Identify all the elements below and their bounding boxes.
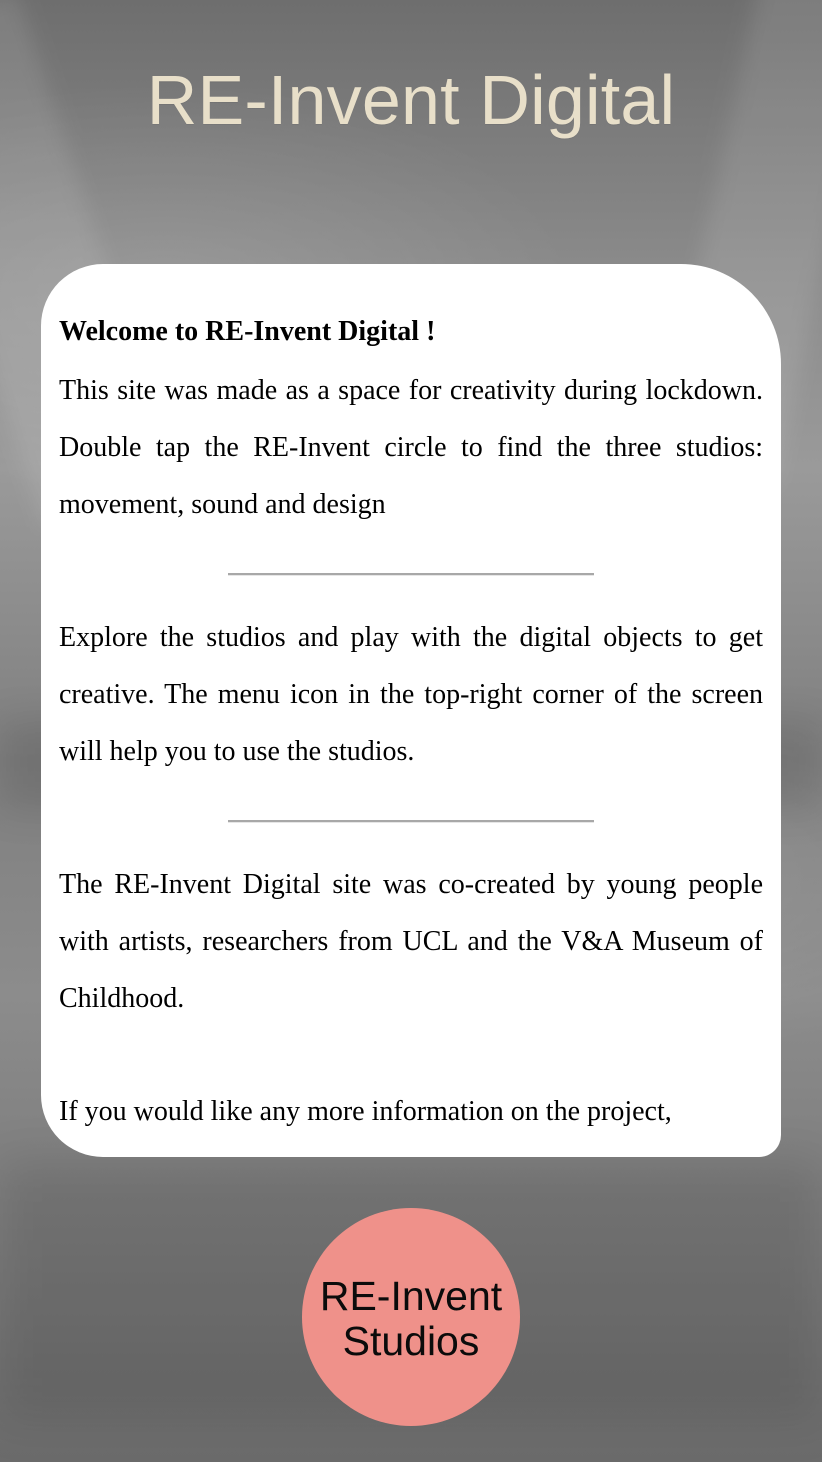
explore-paragraph: Explore the studios and play with the digital objects to get creative. The menu icon in the top-right corner of the screen will help you to use the studios. xyxy=(59,622,763,767)
studios-button-label xyxy=(320,1274,502,1364)
credits-paragraph: The RE-Invent Digital site was co-created by young people with artists, researchers from UCL and the V&A Museum of Childhood. xyxy=(59,869,763,1014)
info-card-scroll-area[interactable] xyxy=(59,310,763,1157)
info-card[interactable] xyxy=(41,264,781,1157)
studios-button-line2: Studios xyxy=(342,1318,480,1364)
section-divider xyxy=(228,573,594,576)
re-invent-studios-button[interactable] xyxy=(302,1208,520,1426)
more-info-paragraph: If you would like any more information on the project, xyxy=(59,1096,672,1127)
intro-paragraph: This site was made as a space for creativity during lockdown. Double tap the RE-Invent circle to find the three studios: movement, sound and design xyxy=(59,375,763,520)
section-divider xyxy=(228,820,594,823)
page-title: RE-Invent Digital xyxy=(146,61,676,139)
welcome-heading: Welcome to RE-Invent Digital ! xyxy=(59,316,436,347)
studios-button-line1: RE-Invent xyxy=(319,1273,503,1319)
